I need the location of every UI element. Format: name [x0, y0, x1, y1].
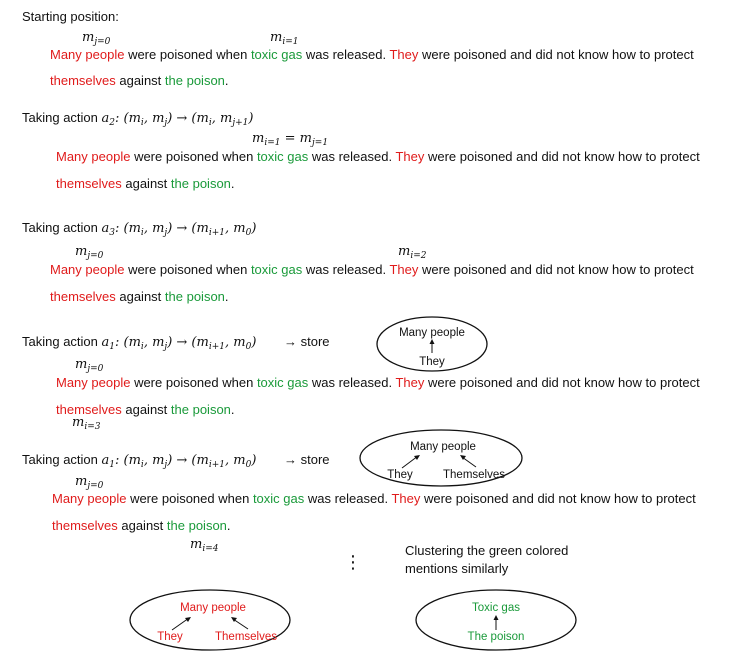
- sentence-segment: .: [224, 289, 229, 304]
- sentence-segment: They: [389, 47, 419, 62]
- marker-equation: $m_{i=1} = m_{j=1}$: [252, 131, 329, 148]
- arrow-head-icon: [414, 455, 420, 460]
- marker-m-i4: $m_{i=4}$: [190, 537, 219, 554]
- sentence-segment: They: [395, 375, 425, 390]
- sentence-segment: against: [115, 73, 165, 88]
- store-label: → store: [284, 334, 330, 349]
- sentence-segment: the poison: [170, 176, 231, 191]
- step-2-formula: : ($m_i$, $m_j) \to (m_i$, $m_{j+1}$): [115, 111, 254, 128]
- sentence-segment: toxic gas: [256, 149, 309, 164]
- sentence-segment: were poisoned and did not know how to protect: [418, 47, 694, 62]
- sentence-line-1: [56, 150, 700, 163]
- marker-m-j0: $m_{j=0}$: [82, 30, 111, 47]
- sentence-segment: toxic gas: [256, 375, 309, 390]
- marker-m-j0: $m_{j=0}$: [75, 474, 104, 491]
- cluster-diagram-1: [375, 315, 489, 373]
- sentence-line-1: [50, 48, 694, 61]
- sentence-segment: Many people: [56, 375, 131, 390]
- sentence-segment: against: [115, 289, 165, 304]
- cluster-mention-toxic-gas: Toxic gas: [472, 602, 520, 614]
- cluster-mention-themselves: Themselves: [215, 631, 277, 643]
- final-cluster-green: [414, 588, 578, 652]
- sentence-segment: was released.: [308, 149, 396, 164]
- sentence-segment: was released.: [302, 262, 390, 277]
- sentence-line-2: [50, 74, 229, 87]
- step-1-heading: Starting position:: [22, 9, 119, 24]
- store-label: → store: [284, 452, 330, 467]
- sentence-segment: the poison: [164, 73, 225, 88]
- sentence-line-2: [56, 177, 235, 190]
- sentence-line-2: [52, 519, 231, 532]
- sentence-segment: the poison: [170, 402, 231, 417]
- sentence-segment: They: [395, 149, 425, 164]
- cluster-mention-many-people: Many people: [410, 441, 476, 453]
- cluster-diagram-2: [358, 428, 524, 488]
- marker-m-j0: $m_{j=0}$: [75, 357, 104, 374]
- arrow-head-icon: [494, 615, 499, 620]
- sentence-segment: were poisoned and did not know how to protect: [418, 262, 694, 277]
- sentence-segment: were poisoned when: [130, 375, 257, 390]
- sentence-segment: were poisoned and did not know how to protect: [424, 375, 700, 390]
- marker-m-i3: $m_{i=3}$: [72, 415, 101, 432]
- sentence-segment: were poisoned when: [130, 149, 257, 164]
- sentence-segment: were poisoned when: [126, 491, 253, 506]
- marker-m-i1: $m_{i=1}$: [270, 30, 299, 47]
- clustering-note-line-1: Clustering the green colored: [405, 543, 569, 558]
- step-4-heading: Taking action $a_1$: ($m_i$, $m_j) \to (m_{i+1}$, $m_0$): [22, 334, 257, 352]
- sentence-segment: toxic gas: [250, 262, 303, 277]
- cluster-mention-the-poison: The poison: [467, 631, 525, 643]
- step-5-formula: : ($m_i$, $m_j) \to (m_{i+1}$, $m_0$): [115, 453, 257, 470]
- cluster-mention-themselves: Themselves: [443, 469, 505, 481]
- sentence-segment: were poisoned and did not know how to protect: [424, 149, 700, 164]
- step-2-heading: Taking action $a_2$: ($m_i$, $m_j) \to (m_i$, $m_{j+1}$): [22, 110, 254, 128]
- sentence-segment: were poisoned when: [124, 47, 251, 62]
- sentence-segment: toxic gas: [250, 47, 303, 62]
- cluster-mention-many-people: Many people: [180, 602, 246, 614]
- sentence-line-1: [56, 376, 700, 389]
- cluster-mention-they: They: [387, 469, 413, 481]
- sentence-segment: were poisoned and did not know how to protect: [420, 491, 696, 506]
- sentence-segment: was released.: [302, 47, 390, 62]
- clustering-note-line-2: mentions similarly: [405, 561, 509, 576]
- sentence-segment: .: [230, 176, 235, 191]
- step-3-formula: : ($m_i$, $m_j) \to (m_{i+1}$, $m_0$): [115, 221, 257, 238]
- arrow-head-icon: [430, 339, 435, 344]
- marker-m-j0: $m_{j=0}$: [75, 244, 104, 261]
- step-5-heading: Taking action $a_1$: ($m_i$, $m_j) \to (m_{i+1}$, $m_0$): [22, 452, 257, 470]
- sentence-segment: They: [389, 262, 419, 277]
- marker-m-i2: $m_{i=2}$: [398, 244, 427, 261]
- sentence-line-1: [52, 492, 696, 505]
- cluster-mention-many-people: Many people: [399, 327, 465, 339]
- sentence-segment: They: [391, 491, 421, 506]
- sentence-segment: themselves: [50, 73, 116, 88]
- sentence-segment: themselves: [56, 176, 122, 191]
- sentence-segment: .: [226, 518, 231, 533]
- sentence-segment: was released.: [308, 375, 396, 390]
- sentence-segment: were poisoned when: [124, 262, 251, 277]
- sentence-segment: themselves: [52, 518, 118, 533]
- arrow-head-icon: [185, 617, 191, 622]
- sentence-segment: themselves: [50, 289, 116, 304]
- sentence-segment: Many people: [52, 491, 127, 506]
- sentence-segment: the poison: [166, 518, 227, 533]
- sentence-segment: Many people: [50, 262, 125, 277]
- step-4-formula: : ($m_i$, $m_j) \to (m_{i+1}$, $m_0$): [115, 335, 257, 352]
- sentence-segment: toxic gas: [252, 491, 305, 506]
- sentence-segment: themselves: [56, 402, 122, 417]
- step-3-heading: Taking action $a_3$: ($m_i$, $m_j) \to (m_{i+1}$, $m_0$): [22, 220, 257, 238]
- final-cluster-red: [128, 588, 292, 652]
- sentence-segment: against: [121, 176, 171, 191]
- sentence-segment: Many people: [56, 149, 131, 164]
- cluster-arrow: [233, 619, 248, 629]
- cluster-mention-they: They: [419, 356, 445, 368]
- sentence-segment: was released.: [304, 491, 392, 506]
- sentence-line-2: [50, 290, 229, 303]
- sentence-segment: against: [121, 402, 171, 417]
- cluster-mention-they: They: [157, 631, 183, 643]
- sentence-segment: against: [117, 518, 167, 533]
- sentence-segment: .: [224, 73, 229, 88]
- sentence-line-1: [50, 263, 694, 276]
- sentence-segment: .: [230, 402, 235, 417]
- sentence-segment: Many people: [50, 47, 125, 62]
- vertical-ellipsis-icon: ⋮: [344, 552, 362, 573]
- sentence-segment: the poison: [164, 289, 225, 304]
